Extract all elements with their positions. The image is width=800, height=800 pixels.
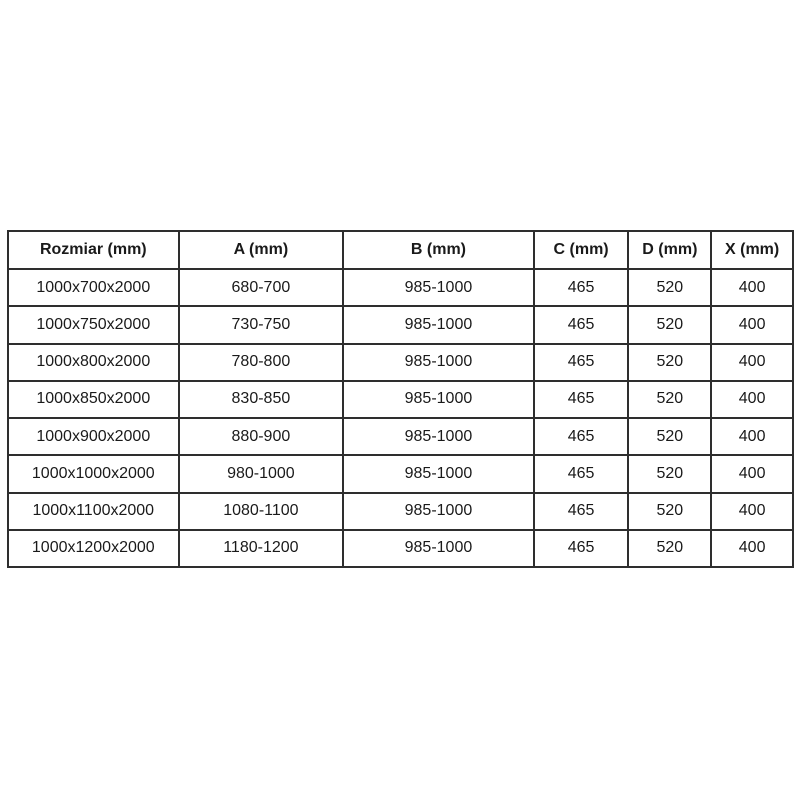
cell-b: 985-1000 [343,269,534,306]
column-header-b: B (mm) [343,231,534,269]
cell-c: 465 [534,344,629,381]
cell-b: 985-1000 [343,455,534,492]
cell-c: 465 [534,306,629,343]
cell-c: 465 [534,418,629,455]
cell-x: 400 [711,344,793,381]
dimensions-table [7,230,794,568]
column-header-rozmiar: Rozmiar (mm) [8,231,179,269]
cell-d: 520 [628,344,711,381]
cell-b: 985-1000 [343,530,534,567]
cell-b: 985-1000 [343,344,534,381]
cell-rozmiar: 1000x850x2000 [8,381,179,418]
cell-rozmiar: 1000x750x2000 [8,306,179,343]
column-header-a: A (mm) [179,231,344,269]
cell-a: 830-850 [179,381,344,418]
cell-d: 520 [628,530,711,567]
cell-a: 730-750 [179,306,344,343]
cell-a: 880-900 [179,418,344,455]
cell-b: 985-1000 [343,306,534,343]
cell-c: 465 [534,381,629,418]
column-header-c: C (mm) [534,231,629,269]
cell-d: 520 [628,269,711,306]
cell-a: 780-800 [179,344,344,381]
cell-d: 520 [628,418,711,455]
table-row [8,269,793,306]
table-row [8,455,793,492]
cell-x: 400 [711,455,793,492]
cell-x: 400 [711,381,793,418]
cell-x: 400 [711,306,793,343]
cell-x: 400 [711,418,793,455]
table-row [8,306,793,343]
cell-rozmiar: 1000x1100x2000 [8,493,179,530]
column-header-x: X (mm) [711,231,793,269]
cell-c: 465 [534,269,629,306]
cell-a: 1180-1200 [179,530,344,567]
table-row [8,344,793,381]
table-row [8,381,793,418]
table-row [8,418,793,455]
cell-a: 680-700 [179,269,344,306]
cell-d: 520 [628,493,711,530]
cell-a: 980-1000 [179,455,344,492]
cell-d: 520 [628,381,711,418]
cell-a: 1080-1100 [179,493,344,530]
cell-c: 465 [534,455,629,492]
cell-c: 465 [534,493,629,530]
cell-x: 400 [711,493,793,530]
header-row [8,231,793,269]
cell-b: 985-1000 [343,418,534,455]
table-row [8,530,793,567]
cell-rozmiar: 1000x900x2000 [8,418,179,455]
table-row [8,493,793,530]
cell-d: 520 [628,455,711,492]
cell-c: 465 [534,530,629,567]
cell-rozmiar: 1000x1000x2000 [8,455,179,492]
cell-d: 520 [628,306,711,343]
cell-rozmiar: 1000x800x2000 [8,344,179,381]
cell-b: 985-1000 [343,381,534,418]
cell-b: 985-1000 [343,493,534,530]
cell-x: 400 [711,530,793,567]
cell-rozmiar: 1000x700x2000 [8,269,179,306]
table-body [8,269,793,567]
cell-rozmiar: 1000x1200x2000 [8,530,179,567]
column-header-d: D (mm) [628,231,711,269]
cell-x: 400 [711,269,793,306]
